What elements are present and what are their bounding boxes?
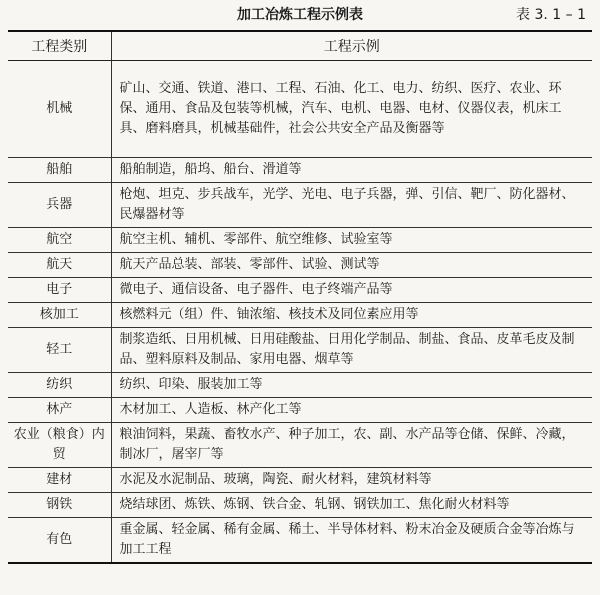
table-row: [8, 158, 592, 183]
category-cell: 核加工: [8, 303, 111, 328]
table-row: [8, 228, 592, 253]
category-cell: 钢铁: [8, 493, 111, 518]
category-cell: 纺织: [8, 373, 111, 398]
examples-cell: 粮油饲料，果蔬、畜牧水产、种子加工，农、副、水产品等仓储、保鲜、冷藏，制冰厂，屠宰厂等: [111, 423, 592, 468]
examples-cell: 船舶制造，船坞、船台、滑道等: [111, 158, 592, 183]
engineering-examples-table: [8, 30, 592, 564]
table-row: [8, 493, 592, 518]
column-header-examples: 工程示例: [111, 31, 592, 61]
category-cell: 航天: [8, 253, 111, 278]
table-row: [8, 398, 592, 423]
examples-cell: 核燃料元（组）件、铀浓缩、核技术及同位素应用等: [111, 303, 592, 328]
table-number: 表 3. 1 – 1: [516, 7, 586, 23]
column-header-category: 工程类别: [8, 31, 111, 61]
category-cell: 建材: [8, 468, 111, 493]
table-row: [8, 423, 592, 468]
examples-cell: 烧结球团、炼铁、炼钢、铁合金、轧钢、钢铁加工、焦化耐火材料等: [111, 493, 592, 518]
category-cell: 船舶: [8, 158, 111, 183]
table-row: [8, 303, 592, 328]
examples-cell: 木材加工、人造板、林产化工等: [111, 398, 592, 423]
examples-cell: 纺织、印染、服装加工等: [111, 373, 592, 398]
category-cell: 机械: [8, 61, 111, 158]
examples-cell: 枪炮、坦克、步兵战车，光学、光电、电子兵器，弹、引信、靶厂、防化器材、民爆器材等: [111, 183, 592, 228]
examples-cell: 制浆造纸、日用机械、日用硅酸盐、日用化学制品、制盐、食品、皮革毛皮及制品、塑料原料及制品、家用电器、烟草等: [111, 328, 592, 373]
table-row: [8, 518, 592, 564]
examples-cell: 微电子、通信设备、电子器件、电子终端产品等: [111, 278, 592, 303]
table-row: [8, 328, 592, 373]
category-cell: 有色: [8, 518, 111, 564]
table-header-row: [8, 31, 592, 61]
category-cell: 轻工: [8, 328, 111, 373]
examples-cell: 水泥及水泥制品、玻璃，陶瓷、耐火材料，建筑材料等: [111, 468, 592, 493]
category-cell: 林产: [8, 398, 111, 423]
table-row: [8, 468, 592, 493]
table-row: [8, 61, 592, 158]
table-row: [8, 253, 592, 278]
category-cell: 兵器: [8, 183, 111, 228]
examples-cell: 重金属、轻金属、稀有金属、稀土、半导体材料、粉末冶金及硬质合金等冶炼与加工工程: [111, 518, 592, 564]
table-title: 加工冶炼工程示例表: [237, 7, 363, 23]
examples-cell: 航空主机、辅机、零部件、航空维修、试验室等: [111, 228, 592, 253]
table-caption: [0, 4, 600, 26]
examples-cell: 矿山、交通、铁道、港口、工程、石油、化工、电力、纺织、医疗、农业、环保、通用、食品及包装等机械，汽车、电机、电器、电材、仪器仪表，机床工具、磨料磨具，机械基础件，社会公共安全产品及衡器等: [111, 61, 592, 158]
category-cell: 航空: [8, 228, 111, 253]
category-cell: 农业（粮食）内贸: [8, 423, 111, 468]
examples-cell: 航天产品总装、部装、零部件、试验、测试等: [111, 253, 592, 278]
table-row: [8, 183, 592, 228]
table-row: [8, 373, 592, 398]
category-cell: 电子: [8, 278, 111, 303]
table-row: [8, 278, 592, 303]
